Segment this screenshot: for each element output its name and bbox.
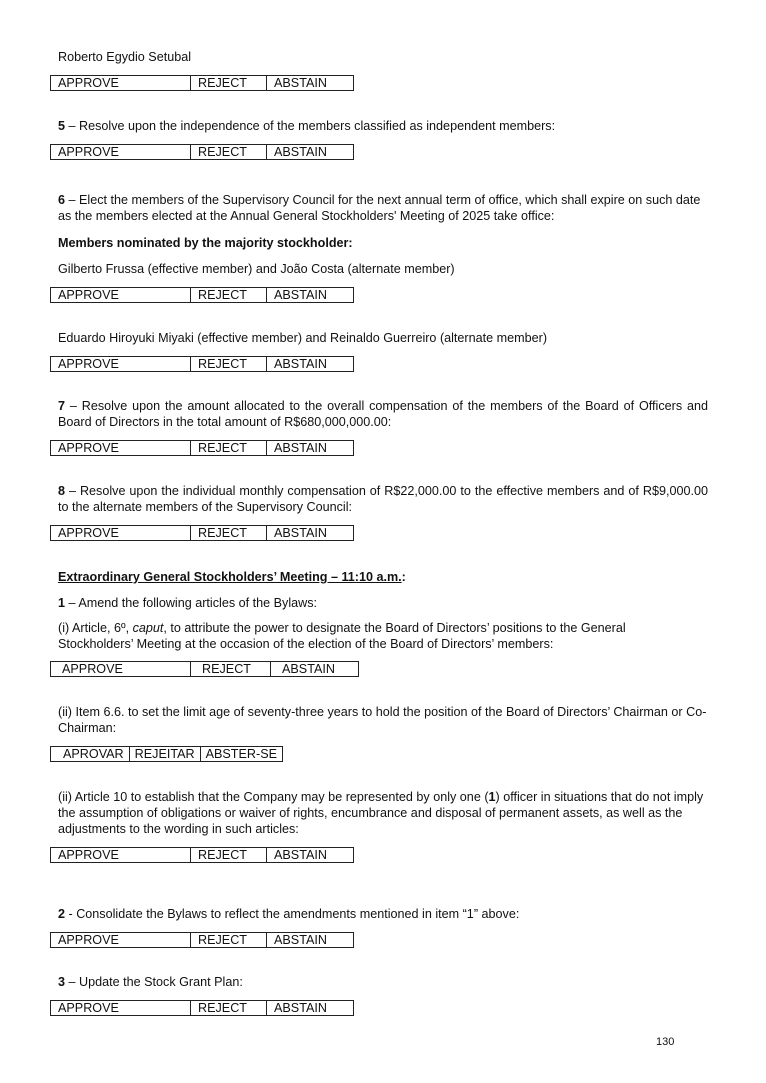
vote-table — [50, 144, 354, 160]
sub-item-text-cont: ) officer in situations that do not imply the assumption of obligations or waiver of rights, encumbrance and disposal of permanent assets, as well as the adjustments to the wording in such articles: — [58, 790, 704, 836]
sub-item-text: (i) Article, 6º, — [58, 621, 133, 635]
item-text: – Elect the members of the Supervisory Council for the next annual term of office, which shall expire on such date as the members elected at the Annual General Stockholders' Meeting of 2025 take office: — [58, 193, 701, 223]
item-text: – Amend the following articles of the Bylaws: — [65, 596, 318, 610]
vote-table — [50, 356, 354, 372]
reject-option[interactable]: REJECT — [191, 357, 267, 372]
egm-item-3 — [58, 974, 243, 990]
nominee-pair: Gilberto Frussa (effective member) and João Costa (alternate member) — [58, 262, 455, 276]
item-number: 1 — [58, 596, 66, 610]
approve-option[interactable]: APPROVE — [51, 76, 191, 91]
vote-table — [50, 661, 359, 677]
vote-table — [50, 1000, 354, 1016]
item-number: 5 — [58, 119, 66, 133]
approve-option-pt[interactable]: APROVAR — [51, 747, 130, 762]
reject-option[interactable]: REJECT — [191, 933, 267, 948]
item-text: – Update the Stock Grant Plan: — [65, 975, 243, 989]
abstain-option[interactable]: ABSTAIN — [267, 288, 354, 303]
abstain-option[interactable]: ABSTAIN — [267, 357, 354, 372]
egm-heading-colon: : — [401, 570, 406, 584]
abstain-option[interactable]: ABSTAIN — [267, 76, 354, 91]
sub-item-i — [58, 620, 658, 652]
item-number: 3 — [58, 975, 66, 989]
vote-table — [50, 932, 354, 948]
approve-option[interactable]: APPROVE — [51, 933, 191, 948]
vote-table — [50, 287, 354, 303]
abstain-option[interactable]: ABSTAIN — [267, 848, 354, 863]
nominee-name: Roberto Egydio Setubal — [58, 50, 192, 64]
item-number: 7 — [58, 399, 66, 413]
section-heading: Members nominated by the majority stockholder: — [58, 236, 353, 250]
agenda-item-7 — [58, 398, 708, 430]
item-text: - Consolidate the Bylaws to reflect the amendments mentioned in item “1” above: — [65, 907, 520, 921]
reject-option[interactable]: REJECT — [191, 1001, 267, 1016]
abstain-option[interactable]: ABSTAIN — [267, 145, 354, 160]
egm-heading — [58, 569, 406, 585]
reject-option[interactable]: REJECT — [191, 526, 267, 541]
egm-heading-text: Extraordinary General Stockholders’ Meeting – 11:10 a.m. — [58, 570, 402, 584]
reject-option[interactable]: REJECT — [191, 441, 267, 456]
abstain-option[interactable]: ABSTAIN — [267, 526, 354, 541]
item-text: – Resolve upon the amount allocated to the overall compensation of the members of the Board of Officers and Board of Directors in the total amount of R$680,000,000.00: — [58, 399, 708, 429]
approve-option[interactable]: APPROVE — [51, 288, 191, 303]
abstain-option[interactable]: ABSTAIN — [271, 662, 359, 677]
approve-option[interactable]: APPROVE — [51, 441, 191, 456]
item-number: 8 — [58, 484, 66, 498]
approve-option[interactable]: APPROVE — [51, 848, 191, 863]
nominee-pair: Eduardo Hiroyuki Miyaki (effective member) and Reinaldo Guerreiro (alternate member) — [58, 331, 548, 345]
abstain-option[interactable]: ABSTAIN — [267, 1001, 354, 1016]
approve-option[interactable]: APPROVE — [51, 357, 191, 372]
item-text: – Resolve upon the independence of the members classified as independent members: — [65, 119, 556, 133]
agenda-item-5 — [58, 118, 708, 134]
abstain-option[interactable]: ABSTAIN — [267, 933, 354, 948]
sub-item-text: (ii) Article 10 to establish that the Company may be represented by only one ( — [58, 790, 489, 804]
egm-item-1 — [58, 595, 317, 611]
reject-option-pt[interactable]: REJEITAR — [129, 747, 200, 762]
item-number: 6 — [58, 193, 66, 207]
abstain-option-pt[interactable]: ABSTER-SE — [200, 747, 282, 762]
sub-item-iii — [58, 789, 708, 837]
item-number: 2 — [58, 907, 66, 921]
page-number: 130 — [656, 1036, 675, 1048]
vote-table — [50, 440, 354, 456]
vote-table — [50, 75, 354, 91]
sub-item-text-cont: , to attribute the power to designate the Board of Directors’ positions to the General Stockholders’ Meeting at the occasion of the election of the Board of Directors’ members: — [58, 621, 626, 651]
reject-option[interactable]: REJECT — [191, 662, 271, 677]
agenda-item-6 — [58, 192, 708, 224]
approve-option[interactable]: APPROVE — [51, 145, 191, 160]
sub-item-number: 1 — [488, 790, 496, 804]
vote-table — [50, 525, 354, 541]
agenda-item-8 — [58, 483, 708, 515]
sub-item-emphasis: caput — [132, 621, 164, 635]
reject-option[interactable]: REJECT — [191, 288, 267, 303]
egm-item-2 — [58, 906, 519, 922]
reject-option[interactable]: REJECT — [191, 848, 267, 863]
approve-option[interactable]: APPROVE — [51, 662, 191, 677]
approve-option[interactable]: APPROVE — [51, 526, 191, 541]
vote-table — [50, 847, 354, 863]
reject-option[interactable]: REJECT — [191, 76, 267, 91]
reject-option[interactable]: REJECT — [191, 145, 267, 160]
sub-item-ii: (ii) Item 6.6. to set the limit age of seventy-three years to hold the position of the Board of Directors’ Chairman or Co-Chairman: — [58, 705, 707, 735]
approve-option[interactable]: APPROVE — [51, 1001, 191, 1016]
vote-table — [50, 746, 283, 762]
item-text: – Resolve upon the individual monthly compensation of R$22,000.00 to the effective members and of R$9,000.00 to the alternate members of the Supervisory Council: — [58, 484, 708, 514]
abstain-option[interactable]: ABSTAIN — [267, 441, 354, 456]
